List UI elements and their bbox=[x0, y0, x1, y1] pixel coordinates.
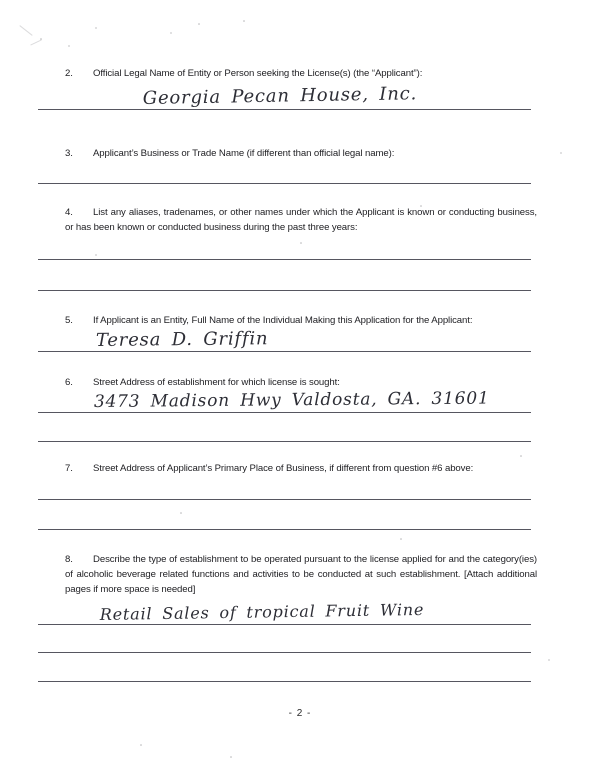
question-5-number: 5. bbox=[65, 315, 73, 326]
scan-pencil-mark bbox=[19, 25, 32, 36]
scan-speckle bbox=[400, 538, 402, 540]
question-2-handwritten-answer: Georgia Pecan House, Inc. bbox=[142, 83, 418, 109]
question-2-text: Official Legal Name of Entity or Person seeking the License(s) (the “Applicant”): bbox=[93, 68, 423, 79]
question-8-text: Describe the type of establishment to be operated pursuant to the license applied for and the category(ies) of alcoholic beverage related functions and activities to be conducted at such establishment. [Attach additional pages if more space is needed] bbox=[65, 554, 537, 595]
question-6-answer-line-1 bbox=[38, 389, 531, 413]
scan-speckle bbox=[520, 455, 522, 457]
scan-pencil-mark bbox=[30, 40, 41, 46]
question-8-answer-line-2 bbox=[38, 629, 531, 653]
question-5-handwritten-answer: Teresa D. Griffin bbox=[95, 328, 269, 351]
question-5-label bbox=[65, 313, 537, 328]
question-8-label bbox=[65, 552, 537, 597]
scan-speckle bbox=[170, 32, 172, 34]
question-2-answer-line bbox=[38, 83, 531, 110]
scan-speckle bbox=[68, 45, 70, 47]
question-4-answer-line-1 bbox=[38, 236, 531, 260]
question-4-label bbox=[65, 205, 537, 235]
question-6-answer-line-2 bbox=[38, 418, 531, 442]
scan-speckle bbox=[40, 38, 42, 40]
scan-speckle bbox=[95, 27, 97, 29]
question-7-answer-line-2 bbox=[38, 506, 531, 530]
question-2-label bbox=[65, 66, 537, 81]
scan-speckle bbox=[548, 659, 550, 661]
question-3-answer-line bbox=[38, 160, 531, 184]
question-8-number: 8. bbox=[65, 554, 73, 565]
question-6-text: Street Address of establishment for which license is sought: bbox=[93, 377, 340, 388]
scan-speckle bbox=[243, 20, 245, 22]
scan-speckle bbox=[140, 744, 142, 746]
question-8-answer-line-3 bbox=[38, 658, 531, 682]
question-8-answer-line-1 bbox=[38, 601, 531, 625]
scan-speckle bbox=[230, 756, 232, 758]
question-4-number: 4. bbox=[65, 207, 73, 218]
question-8-handwritten-answer: Retail Sales of tropical Fruit Wine bbox=[99, 599, 425, 624]
question-3-label bbox=[65, 146, 537, 161]
question-2-number: 2. bbox=[65, 68, 73, 79]
question-7-answer-line-1 bbox=[38, 476, 531, 500]
question-3-number: 3. bbox=[65, 148, 73, 159]
question-7-text: Street Address of Applicant’s Primary Place of Business, if different from question #6 above: bbox=[93, 463, 474, 474]
question-3-text: Applicant’s Business or Trade Name (if different than official legal name): bbox=[93, 148, 395, 159]
question-4-text: List any aliases, tradenames, or other names under which the Applicant is known or conducting business, or has been known or conducted business during the past three years: bbox=[65, 207, 537, 233]
question-5-answer-line bbox=[38, 328, 531, 352]
page-number: - 2 - bbox=[288, 708, 312, 719]
question-7-number: 7. bbox=[65, 463, 73, 474]
question-5-text: If Applicant is an Entity, Full Name of the Individual Making this Application for the Applicant: bbox=[93, 315, 473, 326]
question-6-handwritten-answer: 3473 Madison Hwy Valdosta, GA. 31601 bbox=[93, 388, 490, 412]
question-7-label bbox=[65, 461, 537, 476]
scan-speckle bbox=[198, 23, 200, 25]
scan-speckle bbox=[560, 152, 562, 154]
question-4-answer-line-2 bbox=[38, 267, 531, 291]
question-6-number: 6. bbox=[65, 377, 73, 388]
